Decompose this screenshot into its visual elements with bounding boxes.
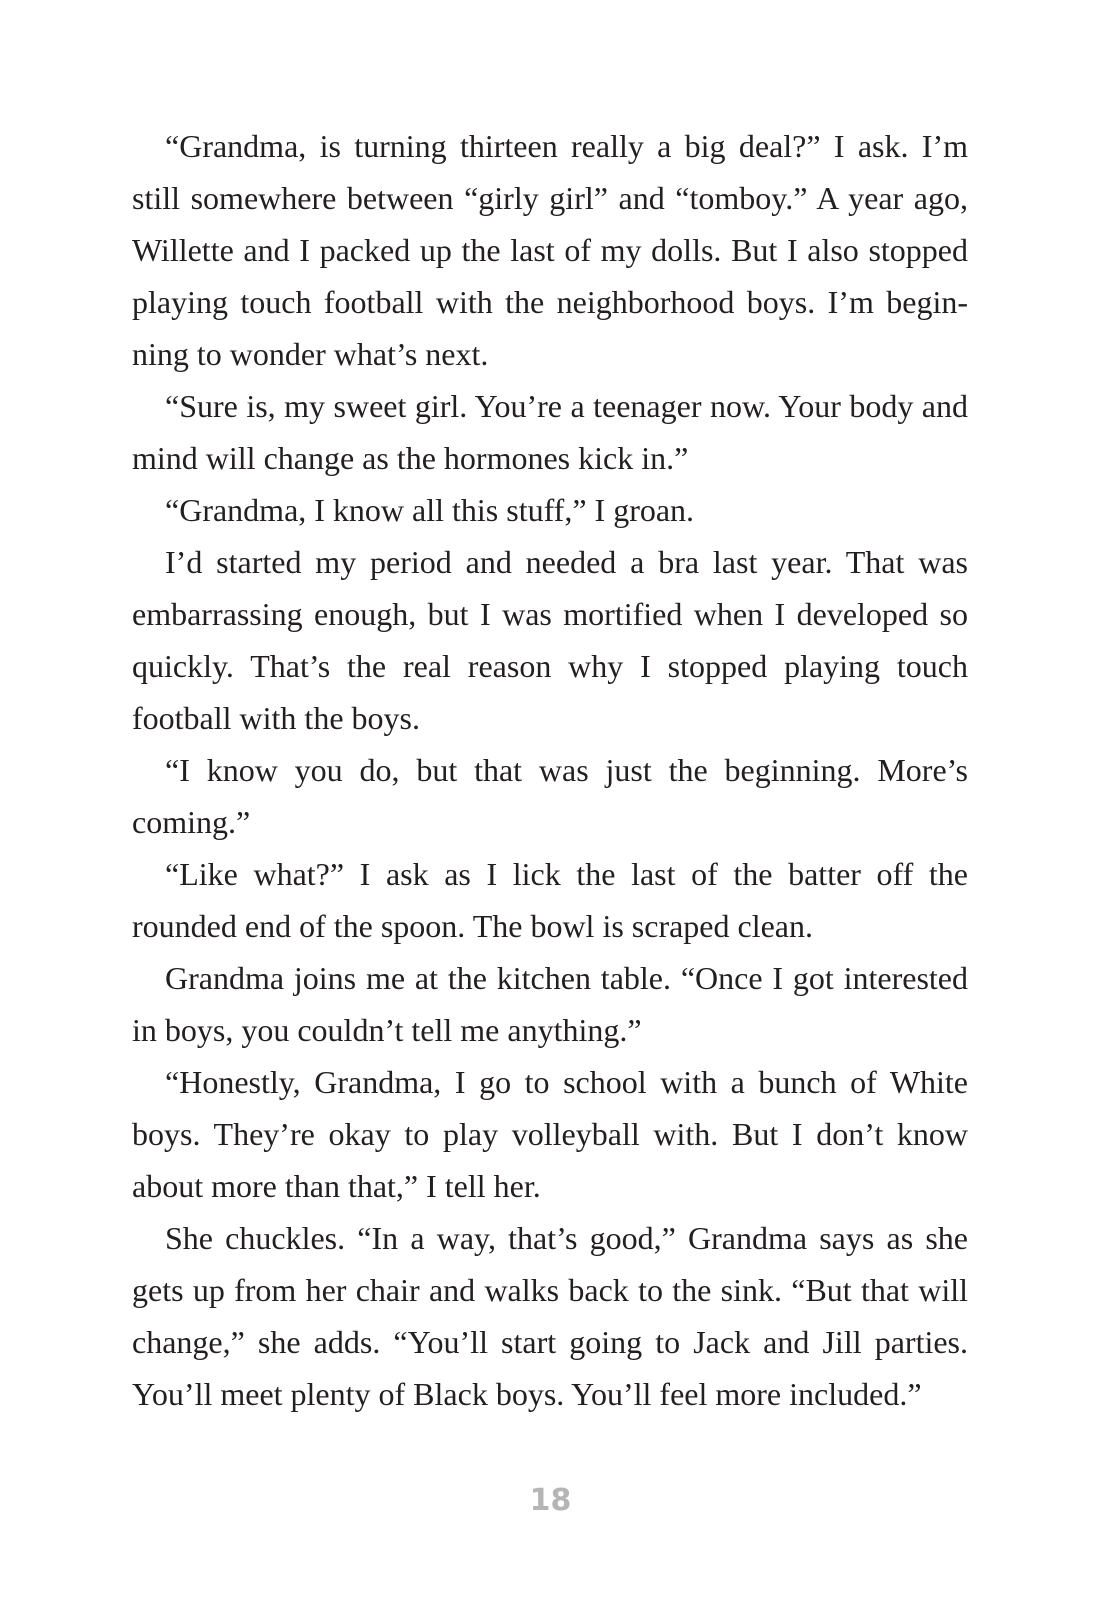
paragraph: She chuckles. “In a way, that’s good,” Grandma says as she gets up from her chair and walks back to the sink. “But that will change,” she adds. “You’ll start going to Jack and Jill parties. You’ll meet plenty of Black boys. You’ll feel more included.”	[132, 1220, 968, 1412]
paragraph: “Honestly, Grandma, I go to school with a bunch of White boys. They’re okay to play volleyball with. But I don’t know about more than that,” I tell her.	[132, 1064, 968, 1204]
paragraph: I’d started my period and needed a bra last year. That was embarrassing enough, but I was mortified when I developed so quickly. That’s the real reason why I stopped playing touch football with the boys.	[132, 544, 968, 736]
paragraph: “I know you do, but that was just the beginning. More’s coming.”	[132, 752, 968, 840]
body-text	[132, 120, 968, 1420]
paragraph: “Grandma, is turning thirteen really a big deal?” I ask. I’m still somewhere between “girly girl” and “tomboy.” A year ago, Willette and I packed up the last of my dolls. But I also stopped playing touch football with the neighborhood boys. I’m beginning to wonder what’s next.	[132, 128, 968, 372]
paragraph: “Like what?” I ask as I lick the last of the batter off the rounded end of the spoon. The bowl is scraped clean.	[132, 856, 968, 944]
page-number: 18	[529, 1483, 572, 1518]
paragraph: “Grandma, I know all this stuff,” I groan.	[165, 492, 695, 528]
paragraph: Grandma joins me at the kitchen table. “Once I got interested in boys, you couldn’t tell me anything.”	[132, 960, 968, 1048]
paragraph: “Sure is, my sweet girl. You’re a teenager now. Your body and mind will change as the hormones kick in.”	[132, 388, 968, 476]
